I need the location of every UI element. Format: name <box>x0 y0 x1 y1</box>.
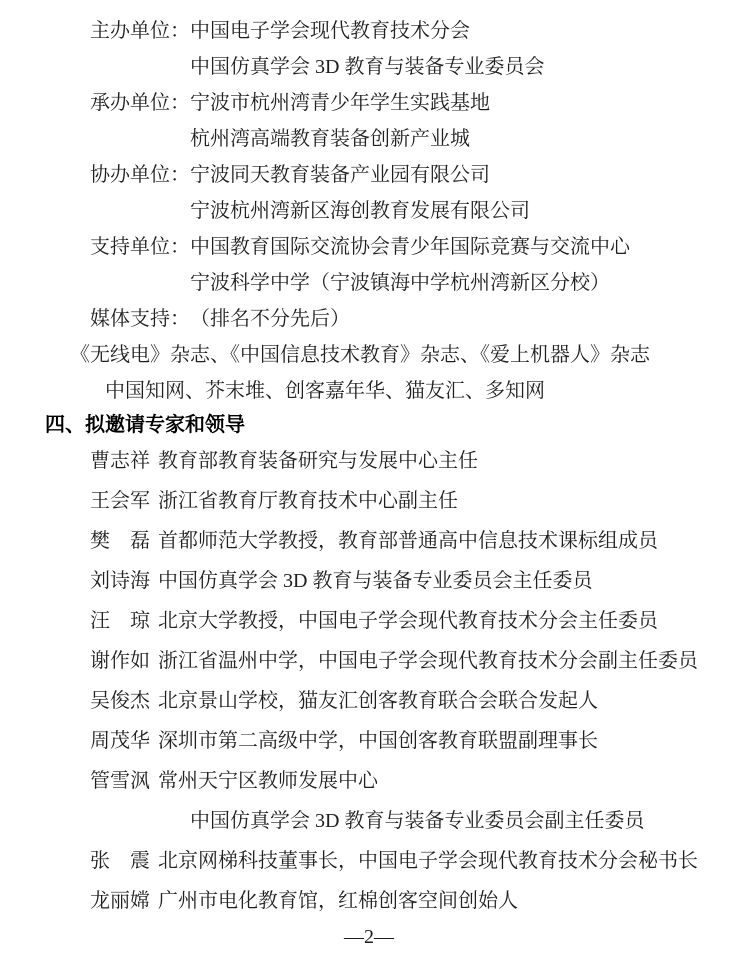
expert-name: 樊 磊 <box>90 529 150 552</box>
org-text: 宁波同天教育装备产业园有限公司 <box>190 163 490 186</box>
expert-title: 北京大学教授，中国电子学会现代教育技术分会主任委员 <box>158 609 658 632</box>
expert-name: 周茂华 <box>90 729 150 752</box>
expert-row <box>0 518 738 558</box>
org-text: 杭州湾高端教育装备创新产业城 <box>190 127 470 150</box>
expert-name: 管雪沨 <box>90 769 150 792</box>
org-text: （排名不分先后） <box>190 307 350 330</box>
expert-row <box>0 638 738 678</box>
media-support-line-1 <box>0 334 738 370</box>
org-text: 中国教育国际交流协会青少年国际竞赛与交流中心 <box>190 235 630 258</box>
org-label-coorganizer: 协办单位： <box>90 163 190 186</box>
org-row-undertaker <box>0 82 738 118</box>
expert-title: 浙江省教育厅教育技术中心副主任 <box>158 489 458 512</box>
expert-row <box>0 878 738 918</box>
expert-row <box>0 558 738 598</box>
org-text: 宁波市杭州湾青少年学生实践基地 <box>190 91 490 114</box>
expert-row <box>0 838 738 878</box>
expert-name: 谢作如 <box>90 649 150 672</box>
expert-title: 北京景山学校，猫友汇创客教育联合会联合发起人 <box>158 689 598 712</box>
expert-title-line2: 中国仿真学会 3D 教育与装备专业委员会副主任委员 <box>190 809 645 832</box>
media-text: 中国知网、芥末堆、创客嘉年华、猫友汇、多知网 <box>105 379 545 402</box>
expert-name: 王会军 <box>90 489 150 512</box>
org-row-coorganizer <box>0 154 738 190</box>
expert-title: 教育部教育装备研究与发展中心主任 <box>158 449 478 472</box>
org-label-supporter: 支持单位： <box>90 235 190 258</box>
org-row-media <box>0 298 738 334</box>
expert-row <box>0 758 738 798</box>
expert-name: 曹志祥 <box>90 449 150 472</box>
expert-row <box>0 678 738 718</box>
org-row-host-cont <box>0 46 738 82</box>
expert-name: 张 震 <box>90 849 150 872</box>
experts-list <box>0 438 738 918</box>
expert-title: 浙江省温州中学，中国电子学会现代教育技术分会副主任委员 <box>158 649 698 672</box>
org-row-undertaker-cont <box>0 118 738 154</box>
expert-name: 刘诗海 <box>90 569 150 592</box>
expert-row <box>0 478 738 518</box>
expert-title: 常州天宁区教师发展中心 <box>158 769 378 792</box>
expert-row <box>0 438 738 478</box>
page-number: —2— <box>344 925 394 948</box>
expert-title: 广州市电化教育馆，红棉创客空间创始人 <box>158 889 518 912</box>
org-label-media: 媒体支持： <box>90 307 190 330</box>
org-row-supporter <box>0 226 738 262</box>
expert-title: 深圳市第二高级中学，中国创客教育联盟副理事长 <box>158 729 598 752</box>
org-label-host: 主办单位： <box>90 19 190 42</box>
org-text: 中国电子学会现代教育技术分会 <box>190 19 470 42</box>
org-row-host <box>0 10 738 46</box>
org-label-undertaker: 承办单位： <box>90 91 190 114</box>
org-text: 宁波杭州湾新区海创教育发展有限公司 <box>190 199 530 222</box>
expert-title: 北京网梯科技董事长，中国电子学会现代教育技术分会秘书长 <box>158 849 698 872</box>
expert-row <box>0 598 738 638</box>
expert-name: 吴俊杰 <box>90 689 150 712</box>
expert-row-continuation <box>0 798 738 838</box>
section-heading: 四、拟邀请专家和领导 <box>45 413 245 436</box>
media-support-line-2 <box>0 370 738 406</box>
media-text: 《无线电》杂志、《中国信息技术教育》杂志、《爱上机器人》杂志 <box>70 343 650 366</box>
org-text: 宁波科学中学（宁波镇海中学杭州湾新区分校） <box>190 271 610 294</box>
expert-row <box>0 718 738 758</box>
org-row-coorganizer-cont <box>0 190 738 226</box>
expert-name: 汪 琼 <box>90 609 150 632</box>
expert-title: 首都师范大学教授，教育部普通高中信息技术课标组成员 <box>158 529 658 552</box>
organizer-block <box>0 10 738 406</box>
org-row-supporter-cont <box>0 262 738 298</box>
expert-title: 中国仿真学会 3D 教育与装备专业委员会主任委员 <box>158 569 593 592</box>
expert-name: 龙丽嫦 <box>90 889 150 912</box>
org-text: 中国仿真学会 3D 教育与装备专业委员会 <box>190 55 545 78</box>
